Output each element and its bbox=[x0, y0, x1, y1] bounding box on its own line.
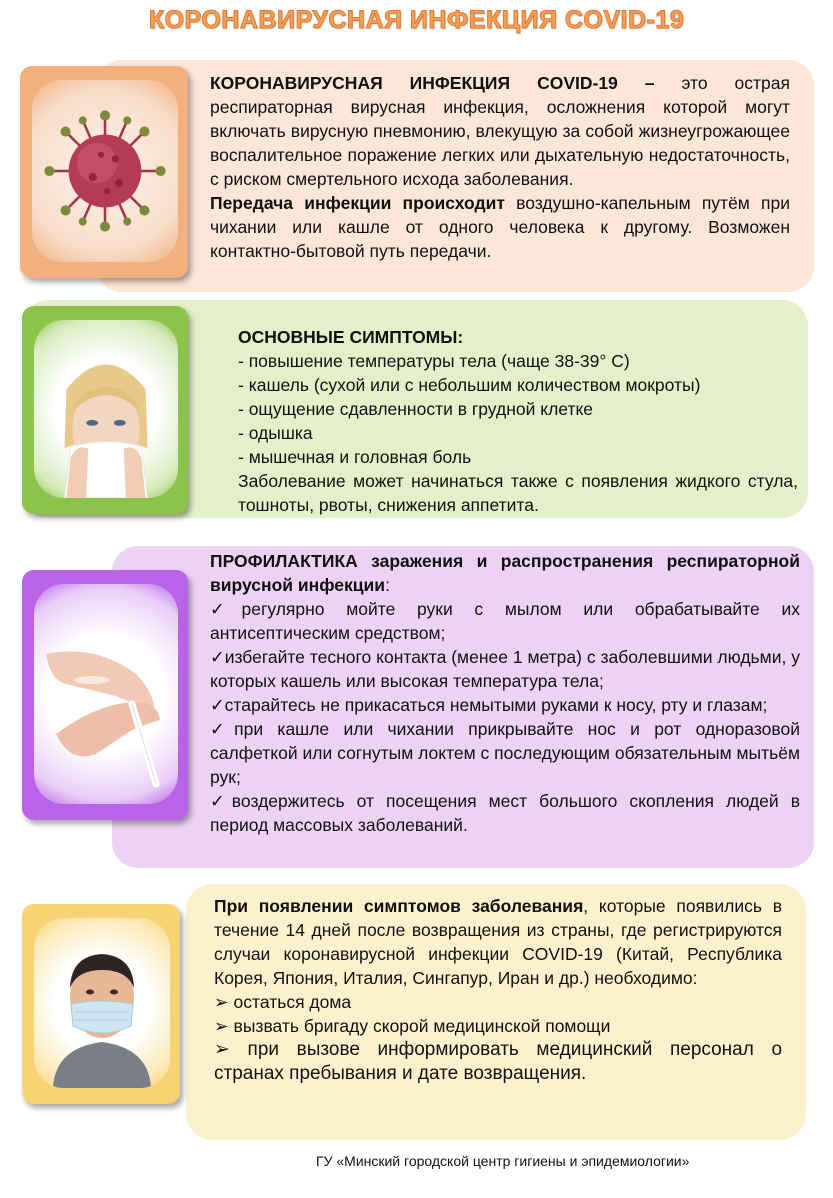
prevention-item: ✓воздержитесь от посещения мест большого скопления людей в период массовых заболеваний. bbox=[210, 791, 800, 835]
coronavirus-image-frame bbox=[20, 66, 188, 278]
symptom-item: - ощущение сдавленности в грудной клетке bbox=[238, 399, 594, 419]
prevention-item: ✓старайтесь не прикасаться немытыми руками к носу, рту и глазам; bbox=[210, 695, 768, 715]
prevention-item: ✓регулярно мойте руки с мылом или обрабатывайте их антисептическим средством; bbox=[210, 599, 800, 643]
definition-text bbox=[210, 71, 790, 263]
arrow-bullet-icon: ➢ bbox=[214, 1039, 230, 1060]
sneezing-image-frame bbox=[22, 306, 188, 514]
prevention-heading: ПРОФИЛАКТИКА заражения и распространения респираторной вирусной инфекции bbox=[210, 551, 800, 595]
definition-body: это острая респираторная вирусная инфекция, осложнения которой могут включать вирусную пневмонию, влекущую за собой жизнеугрожающее воспалительное поражение легких или дыхательную недостаточность, с риском смертельного исхода заболевания. bbox=[210, 73, 790, 189]
masked-man-image-frame bbox=[22, 904, 180, 1104]
poster-title: КОРОНАВИРУСНАЯ ИНФЕКЦИЯ COVID-19 bbox=[148, 6, 685, 34]
footer-organization: ГУ «Минский городской центр гигиены и эпидемиологии» bbox=[316, 1153, 690, 1169]
action-body: , которые появились в течение 14 дней после возвращения из страны, где регистрируются случаи коронавирусной инфекции COVID-19 (Китай, Республика Корея, Япония, Италия, Сингапур, Иран и др.) необходимо: bbox=[214, 896, 782, 988]
masked-man-icon bbox=[34, 918, 170, 1088]
prevention-item: ✓при кашле или чихании прикрывайте нос и рот одноразовой салфеткой или согнутым локтем с последующим обязательным мытьём рук; bbox=[210, 719, 800, 787]
prevention-text bbox=[210, 549, 800, 837]
symptom-item: - кашель (сухой или с небольшим количеством мокроты) bbox=[238, 375, 701, 395]
hands-image-frame bbox=[22, 570, 188, 820]
action-item: ➢ остаться дома bbox=[214, 992, 352, 1012]
action-text bbox=[214, 894, 782, 1086]
definition-lead: КОРОНАВИРУСНАЯ ИНФЕКЦИЯ COVID-19 – bbox=[210, 73, 655, 93]
hand-washing-icon bbox=[34, 584, 178, 804]
symptoms-note: Заболевание может начинаться также с появления жидкого стула, тошноты, рвоты, снижения аппетита. bbox=[238, 471, 798, 515]
prevention-item: ✓избегайте тесного контакта (менее 1 метра) с заболевшими людьми, у которых кашель или высокая температура тела; bbox=[210, 647, 800, 691]
transmission-lead: Передача инфекции происходит bbox=[210, 193, 505, 213]
symptoms-text bbox=[238, 325, 798, 517]
action-item: ➢ вызвать бригаду скорой медицинской помощи bbox=[214, 1016, 611, 1036]
symptoms-heading: ОСНОВНЫЕ СИМПТОМЫ: bbox=[238, 327, 464, 347]
arrow-bullet-icon: ➢ bbox=[214, 992, 229, 1012]
symptom-item: - мышечная и головная боль bbox=[238, 447, 472, 467]
transmission-body: воздушно-капельным путём при чихании или кашле от одного человека к другому. Возможен контактно-бытовой путь передачи. bbox=[210, 193, 790, 261]
sneezing-person-icon bbox=[34, 320, 178, 498]
prevention-heading-tail: : bbox=[385, 575, 390, 595]
coronavirus-icon bbox=[32, 80, 178, 262]
action-lead: При появлении симптомов заболевания bbox=[214, 896, 584, 916]
symptom-item: - повышение температуры тела (чаще 38-39° С) bbox=[238, 351, 630, 371]
arrow-bullet-icon: ➢ bbox=[214, 1016, 229, 1036]
action-item: ➢ при вызове информировать медицинский персонал о странах пребывания и дате возвращения. bbox=[214, 1039, 783, 1084]
symptom-item: - одышка bbox=[238, 423, 313, 443]
